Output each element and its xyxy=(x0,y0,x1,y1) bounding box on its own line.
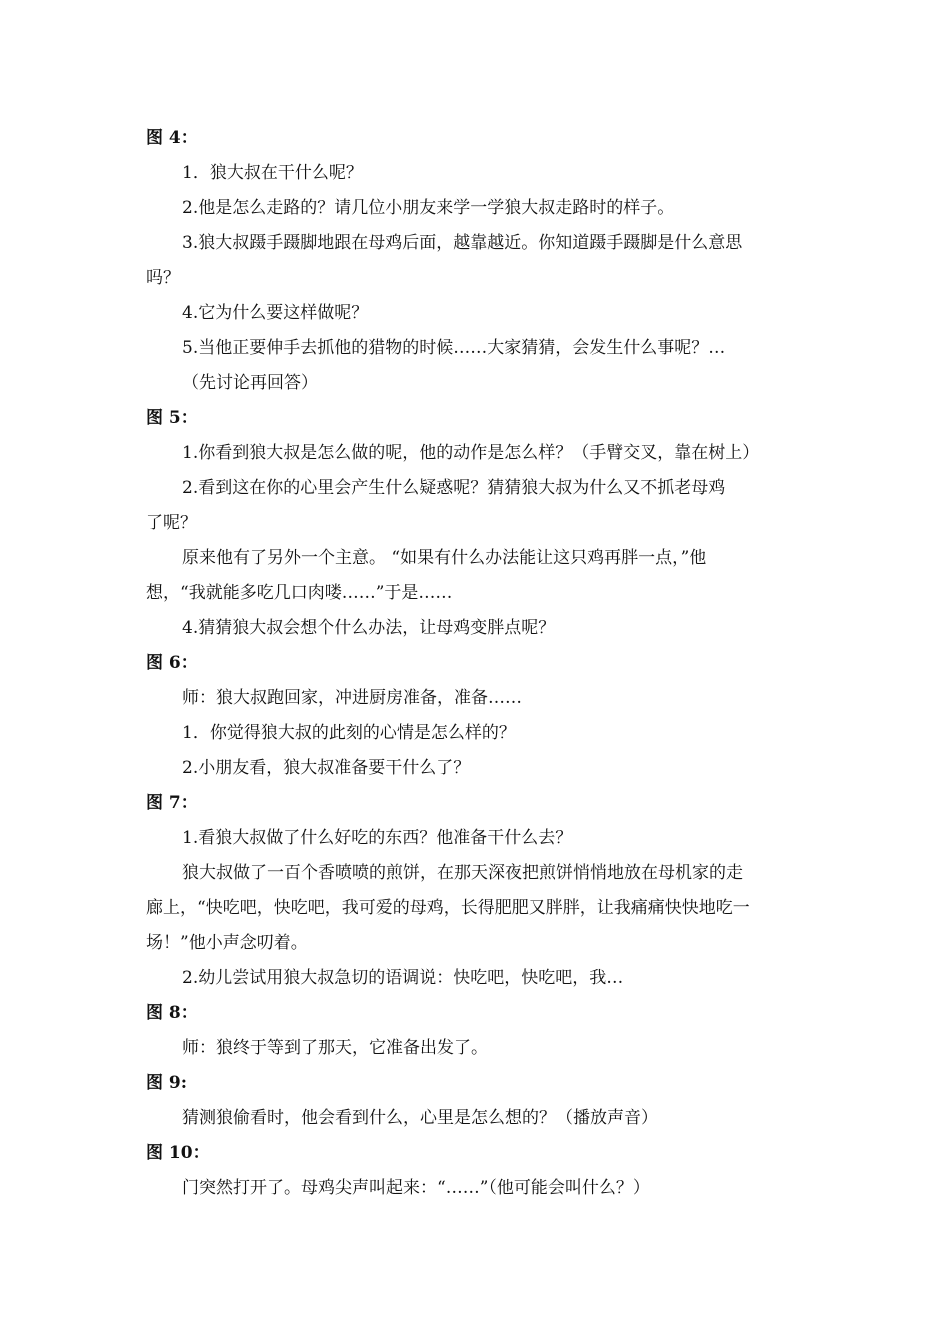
question-line: 猜测狼偷看时，他会看到什么，心里是怎么想的？（播放声音） xyxy=(182,1108,658,1128)
section-heading-fig7: 图 7： xyxy=(146,793,198,813)
question-line: 3.狼大叔蹑手蹑脚地跟在母鸡后面，越靠越近。你知道蹑手蹑脚是什么意思 xyxy=(182,233,743,253)
note-line: （先讨论再回答） xyxy=(182,373,318,393)
question-line: 2.他是怎么走路的？请几位小朋友来学一学狼大叔走路时的样子。 xyxy=(182,198,675,218)
section-heading-fig9: 图 9: xyxy=(146,1073,188,1093)
question-line: 1．你觉得狼大叔的此刻的心情是怎么样的？ xyxy=(182,723,516,743)
narrative-line-continuation: 场！”他小声念叨着。 xyxy=(146,933,308,953)
teacher-line: 师：狼大叔跑回家，冲进厨房准备，准备…… xyxy=(182,688,522,708)
section-heading-fig5: 图 5： xyxy=(146,408,198,428)
question-line: 1.你看到狼大叔是怎么做的呢，他的动作是怎么样？（手臂交叉，靠在树上） xyxy=(182,443,760,463)
question-line: 4.猜猜狼大叔会想个什么办法，让母鸡变胖点呢？ xyxy=(182,618,556,638)
narrative-line: 门突然打开了。母鸡尖声叫起来：“……”（他可能会叫什么？） xyxy=(182,1178,650,1198)
question-line-continuation: 吗？ xyxy=(146,268,180,288)
question-line: 2.幼儿尝试用狼大叔急切的语调说：快吃吧，快吃吧，我… xyxy=(182,968,624,988)
narrative-line: 原来他有了另外一个主意。 “如果有什么办法能让这只鸡再胖一点，”他 xyxy=(182,548,707,568)
question-line: 4.它为什么要这样做呢？ xyxy=(182,303,369,323)
narrative-line-continuation: 廊上，“快吃吧，快吃吧，我可爱的母鸡，长得肥肥又胖胖，让我痛痛快快地吃一 xyxy=(146,898,750,918)
question-line: 1.看狼大叔做了什么好吃的东西？他准备干什么去？ xyxy=(182,828,573,848)
question-line: 2.小朋友看，狼大叔准备要干什么了？ xyxy=(182,758,471,778)
section-heading-fig10: 图 10： xyxy=(146,1143,210,1163)
question-line: 5.当他正要伸手去抓他的猎物的时候……大家猜猜，会发生什么事呢？… xyxy=(182,338,726,358)
question-line-continuation: 了呢？ xyxy=(146,513,197,533)
section-heading-fig8: 图 8： xyxy=(146,1003,198,1023)
question-line: 1．狼大叔在干什么呢？ xyxy=(182,163,363,183)
section-heading-fig6: 图 6： xyxy=(146,653,198,673)
teacher-line: 师：狼终于等到了那天，它准备出发了。 xyxy=(182,1038,488,1058)
question-line: 2.看到这在你的心里会产生什么疑惑呢？猜猜狼大叔为什么又不抓老母鸡 xyxy=(182,478,726,498)
section-heading-fig4: 图 4： xyxy=(146,128,198,148)
narrative-line: 狼大叔做了一百个香喷喷的煎饼，在那天深夜把煎饼悄悄地放在母机家的走 xyxy=(182,863,743,883)
narrative-line-continuation: 想，“我就能多吃几口肉喽……”于是…… xyxy=(146,583,453,603)
